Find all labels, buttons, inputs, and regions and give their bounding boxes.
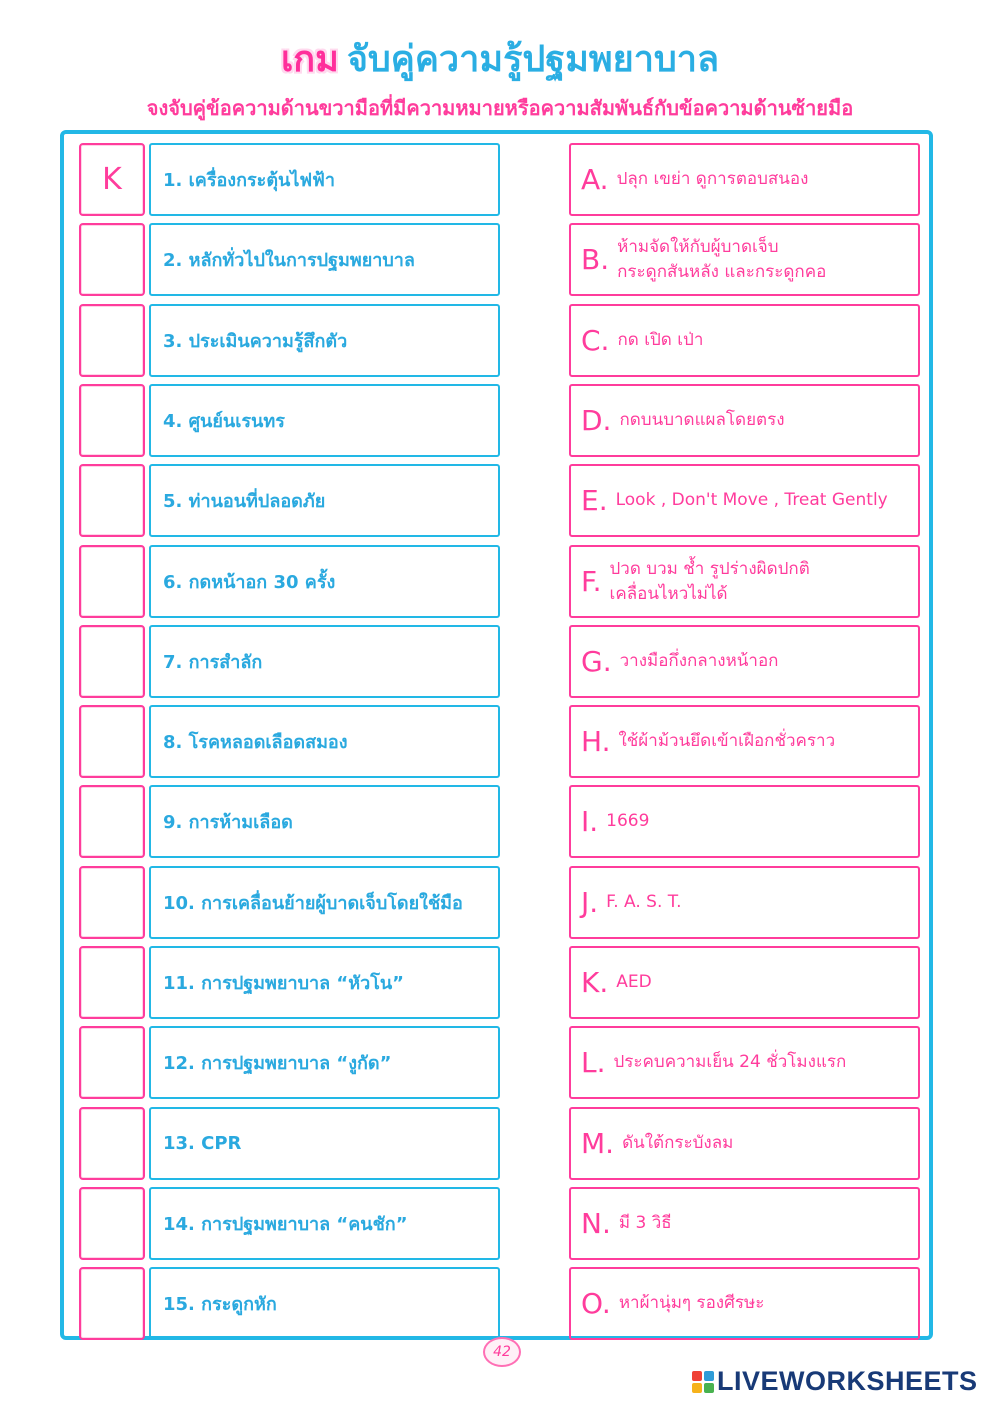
choice-item — [569, 625, 920, 698]
choice-item — [569, 866, 920, 939]
choice-text — [606, 890, 681, 915]
choice-letter: F. — [581, 565, 602, 598]
answer-box[interactable] — [79, 866, 145, 939]
choice-line: กด เปิด เป่า — [617, 330, 704, 351]
choice-line: ประคบความเย็น 24 ชั่วโมงแรก — [613, 1052, 847, 1073]
choice-item — [569, 1107, 920, 1180]
choice-line: 1669 — [606, 811, 650, 832]
choice-letter: D. — [581, 404, 612, 437]
choice-text — [616, 488, 888, 513]
match-row — [0, 464, 1000, 537]
choice-text — [614, 1050, 847, 1075]
question-item: 11. การปฐมพยาบาล “หัวโน” — [149, 946, 500, 1019]
answer-box[interactable] — [79, 1267, 145, 1340]
question-item: 13. CPR — [149, 1107, 500, 1180]
choice-item — [569, 143, 920, 216]
logo-square — [704, 1371, 714, 1381]
match-row — [0, 1187, 1000, 1260]
choice-item — [569, 545, 920, 618]
answer-box[interactable] — [79, 223, 145, 296]
question-item: 4. ศูนย์นเรนทร — [149, 384, 500, 457]
question-item: 10. การเคลื่อนย้ายผู้บาดเจ็บโดยใช้มือ — [149, 866, 500, 939]
title-text: จับคู่ความรู้ปฐมพยาบาล — [346, 39, 720, 80]
choice-text — [617, 328, 703, 353]
choice-line: ดันใต้กระบังลม — [622, 1133, 734, 1154]
answer-box[interactable] — [79, 705, 145, 778]
choice-letter: I. — [581, 805, 599, 838]
match-row — [0, 223, 1000, 296]
choice-text — [618, 729, 835, 754]
choice-item — [569, 384, 920, 457]
question-item: 1. เครื่องกระตุ้นไฟฟ้า — [149, 143, 500, 216]
game-label: เกม — [280, 39, 339, 80]
logo-square — [692, 1371, 702, 1381]
choice-line: เคลื่อนไหวไม่ได้ — [609, 583, 728, 604]
choice-letter: J. — [581, 886, 599, 919]
choice-line: ปวด บวม ช้ำ รูปร่างผิดปกติ — [609, 558, 810, 579]
choice-line: Look , Don't Move , Treat Gently — [615, 490, 888, 511]
choice-text — [619, 1211, 672, 1236]
choice-letter: L. — [581, 1046, 606, 1079]
answer-box[interactable] — [79, 625, 145, 698]
choice-text — [610, 557, 810, 606]
answer-box[interactable] — [79, 1107, 145, 1180]
match-row — [0, 1267, 1000, 1340]
answer-box[interactable] — [79, 946, 145, 1019]
question-item: 12. การปฐมพยาบาล “งูกัด” — [149, 1026, 500, 1099]
liveworksheets-brand — [692, 1366, 978, 1397]
choice-line: ปลุก เขย่า ดูการตอบสนอง — [616, 169, 809, 190]
choice-letter: B. — [581, 243, 610, 276]
match-row — [0, 785, 1000, 858]
choice-letter: H. — [581, 725, 611, 758]
answer-box[interactable] — [79, 1187, 145, 1260]
choice-text — [619, 408, 784, 433]
choice-item — [569, 304, 920, 377]
question-item: 9. การห้ามเลือด — [149, 785, 500, 858]
match-row — [0, 545, 1000, 618]
choice-letter: O. — [581, 1287, 611, 1320]
question-item: 14. การปฐมพยาบาล “คนชัก” — [149, 1187, 500, 1260]
match-row — [0, 384, 1000, 457]
match-row — [0, 143, 1000, 216]
choice-letter: A. — [581, 163, 609, 196]
match-row — [0, 946, 1000, 1019]
brand-text: LIVEWORKSHEETS — [717, 1366, 978, 1396]
answer-box[interactable] — [79, 785, 145, 858]
question-item: 8. โรคหลอดเลือดสมอง — [149, 705, 500, 778]
page-number: 42 — [483, 1337, 521, 1367]
liveworksheets-logo-icon — [692, 1371, 714, 1393]
worksheet-title — [0, 30, 1000, 87]
match-row — [0, 1026, 1000, 1099]
question-item: 6. กดหน้าอก 30 ครั้ง — [149, 545, 500, 618]
answer-box[interactable] — [79, 304, 145, 377]
choice-item — [569, 705, 920, 778]
question-item: 15. กระดูกหัก — [149, 1267, 500, 1340]
choice-letter: C. — [581, 324, 610, 357]
instruction-text: จงจับคู่ข้อความด้านขวามือที่มีความหมายหรือความสัมพันธ์กับข้อความด้านซ้ายมือ — [146, 96, 854, 120]
logo-square — [692, 1383, 702, 1393]
choice-text — [622, 1131, 733, 1156]
choice-line: กระดูกสันหลัง และกระดูกคอ — [617, 261, 827, 282]
answer-box[interactable] — [79, 545, 145, 618]
choice-line: AED — [616, 972, 652, 993]
choice-item — [569, 1267, 920, 1340]
match-row — [0, 304, 1000, 377]
choice-text — [619, 1291, 765, 1316]
question-item: 3. ประเมินความรู้สึกตัว — [149, 304, 500, 377]
answer-box[interactable]: K — [79, 143, 145, 216]
match-row — [0, 866, 1000, 939]
choice-text — [620, 649, 779, 674]
choice-item — [569, 785, 920, 858]
choice-line: กดบนบาดแผลโดยตรง — [619, 410, 785, 431]
choice-item — [569, 464, 920, 537]
choice-text — [616, 970, 651, 995]
question-item: 2. หลักทั่วไปในการปฐมพยาบาล — [149, 223, 500, 296]
answer-box[interactable] — [79, 384, 145, 457]
answer-box[interactable] — [79, 464, 145, 537]
choice-text — [617, 235, 826, 284]
choice-letter: K. — [581, 966, 609, 999]
question-item: 5. ท่านอนที่ปลอดภัย — [149, 464, 500, 537]
choice-line: หาผ้านุ่มๆ รองศีรษะ — [618, 1293, 765, 1314]
choice-letter: M. — [581, 1127, 615, 1160]
choice-text — [617, 167, 809, 192]
question-item: 7. การสำลัก — [149, 625, 500, 698]
choice-line: มี 3 วิธี — [618, 1213, 672, 1234]
logo-square — [704, 1383, 714, 1393]
choice-letter: E. — [581, 484, 608, 517]
match-row — [0, 705, 1000, 778]
choice-item — [569, 1026, 920, 1099]
choice-text — [606, 809, 649, 834]
match-row — [0, 625, 1000, 698]
choice-line: ห้ามจัดให้กับผู้บาดเจ็บ — [617, 236, 779, 257]
choice-item — [569, 1187, 920, 1260]
match-row — [0, 1107, 1000, 1180]
choice-item — [569, 223, 920, 296]
choice-line: ใช้ผ้าม้วนยึดเข้าเฝือกชั่วคราว — [618, 731, 836, 752]
choice-letter: N. — [581, 1207, 611, 1240]
choice-letter: G. — [581, 645, 612, 678]
choice-item — [569, 946, 920, 1019]
answer-box[interactable] — [79, 1026, 145, 1099]
choice-line: F. A. S. T. — [606, 892, 682, 913]
choice-line: วางมือกึ่งกลางหน้าอก — [619, 651, 779, 672]
